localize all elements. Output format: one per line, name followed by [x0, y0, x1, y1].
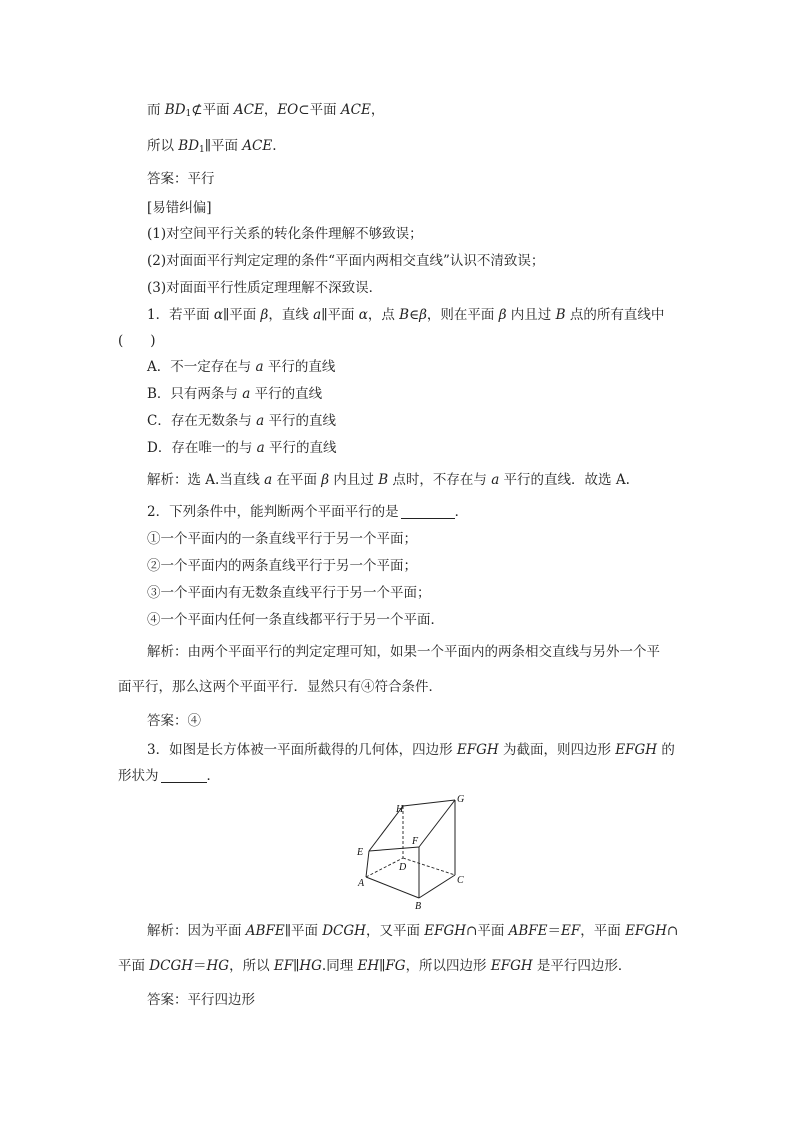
section-heading-error-correction: [易错纠偏] — [147, 200, 212, 216]
solution-3-line-2: 平面 DCGH＝HG，所以 EF∥HG.同理 EH∥FG，所以四边形 EFGH 是平行四边形． — [118, 958, 632, 974]
question-2: 2．下列条件中，能判断两个平面平行的是 ． — [147, 504, 469, 520]
answer-blank — [161, 768, 207, 783]
option-c: C．存在无数条与 a 平行的直线 — [147, 413, 336, 429]
label-a: A — [358, 878, 365, 889]
error-item-3: (3)对面面平行性质定理理解不深致误． — [147, 280, 383, 296]
solution-3-line-1: 解析：因为平面 ABFE∥平面 DCGH，又平面 EFGH∩平面 ABFE＝EF，平面 EFGH∩ — [147, 923, 679, 939]
condition-3: ③一个平面内有无数条直线平行于另一个平面； — [147, 585, 431, 601]
label-f: F — [412, 836, 419, 847]
question-1: 1．若平面 α∥平面 β，直线 a∥平面 α，点 B∈β，则在平面 β 内且过 B 点的所有直线中 — [147, 307, 665, 323]
option-d: D．存在唯一的与 a 平行的直线 — [147, 440, 337, 456]
edge-gf — [419, 800, 455, 847]
label-g: G — [457, 794, 465, 805]
label-e: E — [357, 847, 364, 858]
condition-4: ④一个平面内任何一条直线都平行于另一个平面． — [147, 612, 444, 628]
answer-3: 答案：平行四边形 — [147, 992, 255, 1008]
edge-bc — [419, 875, 455, 898]
answer-blank — [401, 504, 455, 519]
truncated-cuboid-figure — [350, 788, 480, 912]
text-line-bd1-not-in-ace: 而 $BD_1⊄$平面 ACE，EO⊂平面 ACE， — [147, 102, 385, 119]
error-item-1: (1)对空间平行关系的转化条件理解不够致误； — [147, 226, 423, 242]
edge-ab — [366, 877, 419, 898]
edge-dc-hidden — [403, 858, 455, 875]
question-3-line-2: 形状为 ． — [118, 768, 220, 784]
label-b: B — [415, 901, 422, 912]
solution-1: 解析：选 A.当直线 a 在平面 β 内且过 B 点时，不存在与 a 平行的直线．故选 A. — [147, 472, 630, 488]
label-c: C — [457, 875, 464, 886]
label-h: H — [396, 804, 404, 815]
edge-ad-hidden — [366, 858, 403, 877]
question-3-line-1: 3．如图是长方体被一平面所截得的几何体，四边形 EFGH 为截面，则四边形 EFGH 的 — [147, 742, 675, 758]
solution-2-line-1: 解析：由两个平面平行的判定定理可知，如果一个平面内的两条相交直线与另外一个平 — [147, 644, 660, 660]
answer-1: 答案：平行 — [147, 171, 215, 187]
edge-ef — [369, 847, 419, 851]
label-d: D — [399, 862, 407, 873]
solution-2-line-2: 面平行，那么这两个平面平行．显然只有④符合条件． — [118, 679, 442, 695]
question-1-bracket: ( ) — [118, 333, 156, 349]
error-item-2: (2)对面面平行判定定理的条件“平面内两相交直线”认识不清致误； — [147, 253, 545, 269]
condition-2: ②一个平面内的两条直线平行于另一个平面； — [147, 558, 417, 574]
edge-ea — [366, 851, 369, 877]
condition-1: ①一个平面内的一条直线平行于另一个平面； — [147, 531, 417, 547]
option-a: A．不一定存在与 a 平行的直线 — [147, 359, 336, 375]
option-b: B．只有两条与 a 平行的直线 — [147, 386, 323, 402]
edge-hg — [403, 800, 455, 806]
answer-2: 答案：④ — [147, 713, 201, 729]
text-line-conclusion: 所以 $BD_1\parallel$平面 ACE. — [147, 138, 277, 155]
